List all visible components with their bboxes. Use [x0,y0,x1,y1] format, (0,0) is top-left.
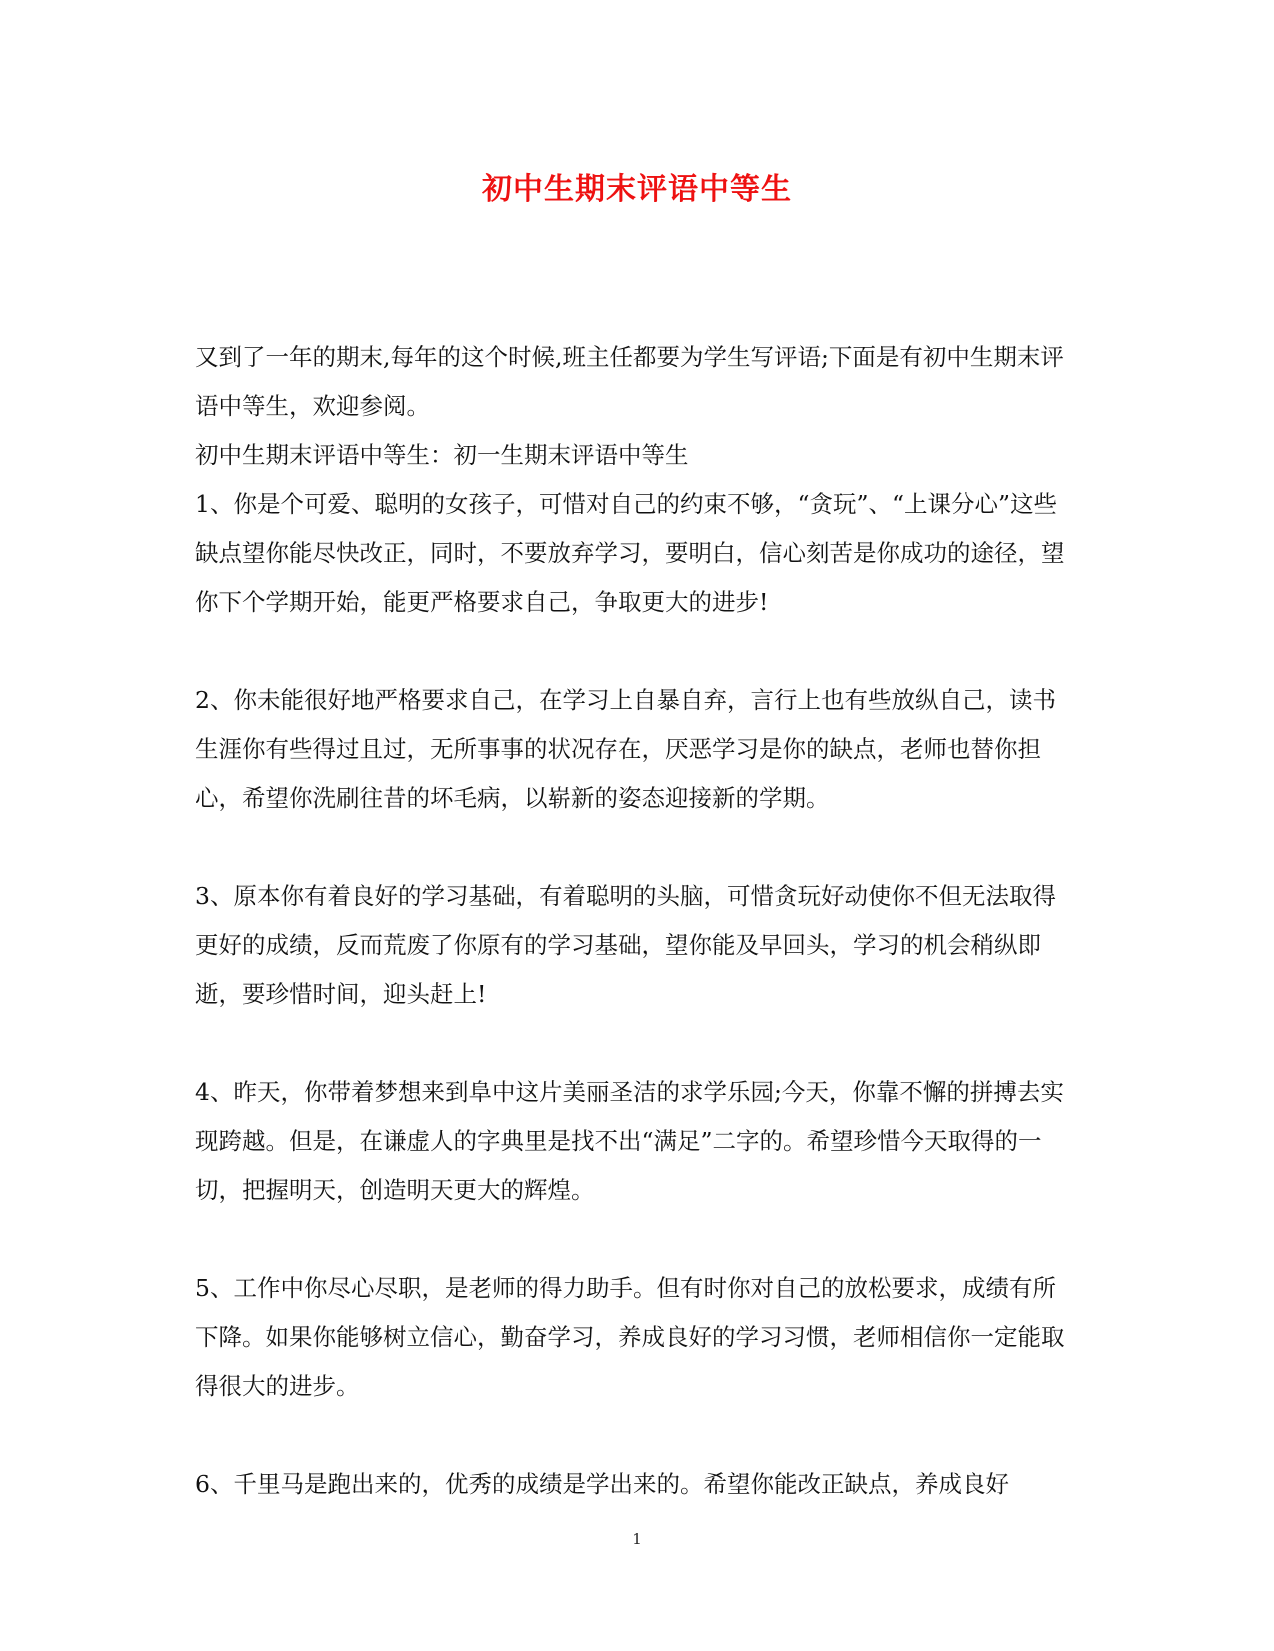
paragraph-gap [195,1215,1075,1264]
comment-2: 2、你未能很好地严格要求自己，在学习上自暴自弃，言行上也有些放纵自己，读书生涯你有些得过且过，无所事事的状况存在，厌恶学习是你的缺点，老师也替你担心，希望你洗刷往昔的坏毛病，以崭新的姿态迎接新的学期。 [195,686,1056,812]
paragraph-gap [195,823,1075,872]
subtitle-line: 初中生期末评语中等生：初一生期末评语中等生 [195,441,689,469]
comment-5: 5、工作中你尽心尽职，是老师的得力助手。但有时你对自己的放松要求，成绩有所下降。如果你能够树立信心，勤奋学习，养成良好的学习习惯，老师相信你一定能取得很大的进步。 [195,1274,1065,1400]
intro-paragraph: 又到了一年的期末,每年的这个时候,班主任都要为学生写评语;下面是有初中生期末评语中等生，欢迎参阅。 [195,343,1064,420]
paragraph-gap [195,1411,1075,1460]
comment-6: 6、千里马是跑出来的，优秀的成绩是学出来的。希望你能改正缺点，养成良好 [195,1470,1009,1498]
comment-1: 1、你是个可爱、聪明的女孩子，可惜对自己的约束不够，“贪玩”、“上课分心”这些缺点望你能尽快改正，同时，不要放弃学习，要明白，信心刻苦是你成功的途径，望你下个学期开始，能更严格要求自己，争取更大的进步! [195,490,1065,616]
paragraph-gap [195,627,1075,676]
comment-4: 4、昨天，你带着梦想来到阜中这片美丽圣洁的求学乐园;今天，你靠不懈的拼搏去实现跨越。但是，在谦虚人的字典里是找不出“满足”二字的。希望珍惜今天取得的一切，把握明天，创造明天更大的辉煌。 [195,1078,1064,1204]
page-number: 1 [632,1530,642,1548]
comment-3: 3、原本你有着良好的学习基础，有着聪明的头脑，可惜贪玩好动使你不但无法取得更好的成绩，反而荒废了你原有的学习基础，望你能及早回头，学习的机会稍纵即逝，要珍惜时间，迎头赶上! [195,882,1056,1008]
document-body [195,333,1075,1509]
paragraph-gap [195,1019,1075,1068]
document-title: 初中生期末评语中等生 [482,172,792,207]
